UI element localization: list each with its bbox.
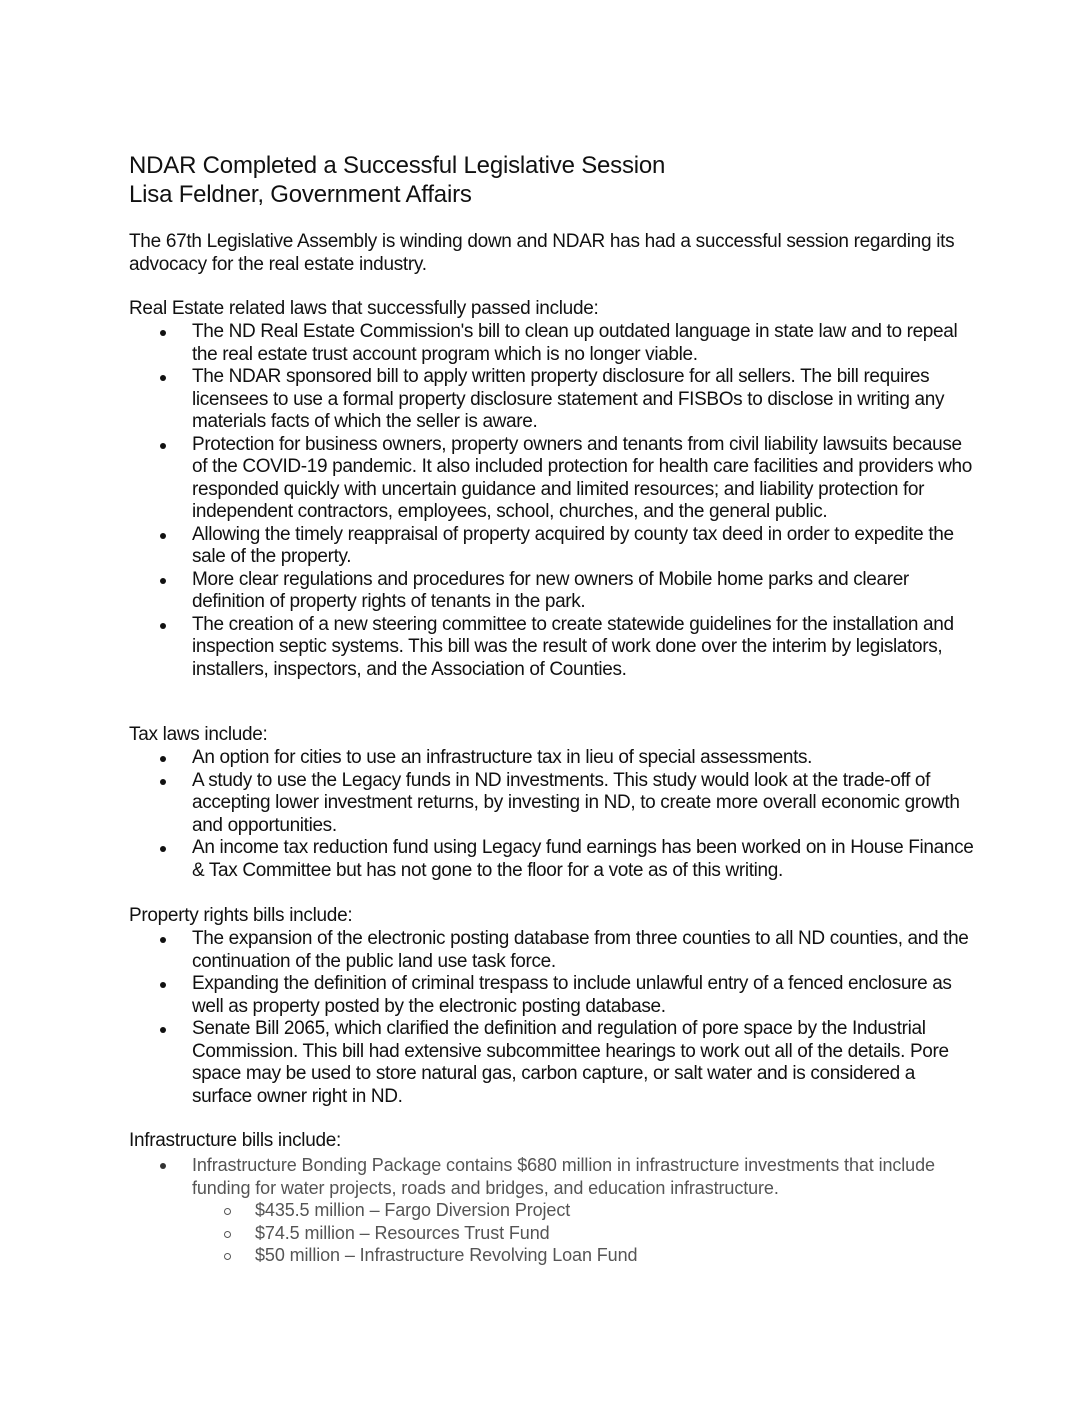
list-item [129, 614, 979, 682]
bullet-icon [160, 779, 166, 785]
bullet-icon [160, 533, 166, 539]
list-item [129, 770, 979, 838]
list-item-text: The ND Real Estate Commission's bill to clean up outdated language in state law and to repeal the real estate trust account program which is no longer viable. [192, 321, 958, 365]
sub-list-item [192, 1244, 979, 1267]
bullet-icon [160, 1163, 166, 1169]
sub-list-item-text: $74.5 million – Resources Trust Fund [255, 1222, 550, 1243]
list-item-text: The expansion of the electronic posting database from three counties to all ND counties, and the continuation of the public land use task force. [192, 928, 969, 972]
list-item [129, 973, 979, 1018]
section-heading-infrastructure: Infrastructure bills include: [129, 1130, 342, 1151]
list-item-text: The creation of a new steering committee to create statewide guidelines for the installation and inspection septic systems. This bill was the result of work done over the interim by legislators, installers, inspectors, and the Association of Counties. [192, 613, 954, 680]
title-line-1: NDAR Completed a Successful Legislative Session [129, 152, 666, 179]
list-item-text: Infrastructure Bonding Package contains $680 million in infrastructure investments that include funding for water projects, roads and bridges, and education infrastructure. [192, 1155, 935, 1198]
section-heading-property-rights: Property rights bills include: [129, 905, 353, 926]
bullet-icon [160, 443, 166, 449]
list-item [129, 366, 979, 434]
list-item [129, 524, 979, 569]
bullet-icon [160, 330, 166, 336]
bullet-icon [160, 578, 166, 584]
section-heading-tax: Tax laws include: [129, 724, 268, 745]
bullet-icon [160, 623, 166, 629]
tax-list [129, 747, 979, 882]
bullet-icon [160, 375, 166, 381]
bullet-icon [160, 982, 166, 988]
list-item [129, 1154, 979, 1267]
list-item [129, 434, 979, 524]
list-item [129, 1018, 979, 1108]
bullet-icon [160, 1027, 166, 1033]
list-item-text: The NDAR sponsored bill to apply written property disclosure for all sellers. The bill requires licensees to use a formal property disclosure statement and FISBOs to disclose in writing any materials facts of which the seller is aware. [192, 366, 945, 432]
property-rights-list [129, 928, 979, 1108]
list-item-text: Expanding the definition of criminal trespass to include unlawful entry of a fenced enclosure as well as property posted by the electronic posting database. [192, 973, 952, 1017]
list-item-text: An option for cities to use an infrastructure tax in lieu of special assessments. [192, 747, 813, 768]
infrastructure-list [129, 1154, 979, 1267]
bullet-icon [160, 756, 166, 762]
list-item [129, 321, 979, 366]
list-item [129, 569, 979, 614]
bullet-icon [160, 846, 166, 852]
list-item-text: Senate Bill 2065, which clarified the definition and regulation of pore space by the Industrial Commission. This bill had extensive subcommittee hearings to work out all of the details. Pore space may be used to store natural gas, carbon capture, or salt water and is considered a surface owner right in ND. [192, 1018, 949, 1107]
bullet-icon [160, 937, 166, 943]
hollow-bullet-icon [224, 1231, 231, 1238]
hollow-bullet-icon [224, 1208, 231, 1215]
sub-list-item [192, 1222, 979, 1245]
page-title [129, 151, 665, 209]
list-item [129, 837, 979, 882]
list-item-text: Allowing the timely reappraisal of property acquired by county tax deed in order to expedite the sale of the property. [192, 523, 954, 567]
list-item-text: More clear regulations and procedures for new owners of Mobile home parks and clearer definition of property rights of tenants in the park. [192, 568, 909, 612]
section-heading-real-estate: Real Estate related laws that successfully passed include: [129, 298, 599, 319]
sub-list-item-text: $50 million – Infrastructure Revolving Loan Fund [255, 1245, 638, 1265]
real-estate-list [129, 321, 979, 681]
intro-paragraph: The 67th Legislative Assembly is winding down and NDAR has had a successful session regarding its advocacy for the real estate industry. [129, 231, 955, 275]
list-item-text: An income tax reduction fund using Legacy fund earnings has been worked on in House Finance & Tax Committee but has not gone to the floor for a vote as of this writing. [192, 837, 974, 881]
title-line-2: Lisa Feldner, Government Affairs [129, 181, 472, 208]
list-item-text: A study to use the Legacy funds in ND investments. This study would look at the trade-off of accepting lower investment returns, by investing in ND, to create more overall economic growth and opportunities. [192, 769, 960, 836]
list-item-text: Protection for business owners, property owners and tenants from civil liability lawsuits because of the COVID-19 pandemic. It also included protection for health care facilities and providers who responded quickly with uncertain guidance and limited resources; and liability protection for independent contractors, employees, school, churches, and the general public. [192, 433, 972, 522]
list-item [129, 928, 979, 973]
hollow-bullet-icon [224, 1253, 231, 1260]
list-item [129, 747, 979, 770]
sub-list-item [192, 1199, 979, 1222]
infrastructure-sub-list [192, 1199, 979, 1267]
sub-list-item-text: $435.5 million – Fargo Diversion Project [255, 1200, 571, 1220]
